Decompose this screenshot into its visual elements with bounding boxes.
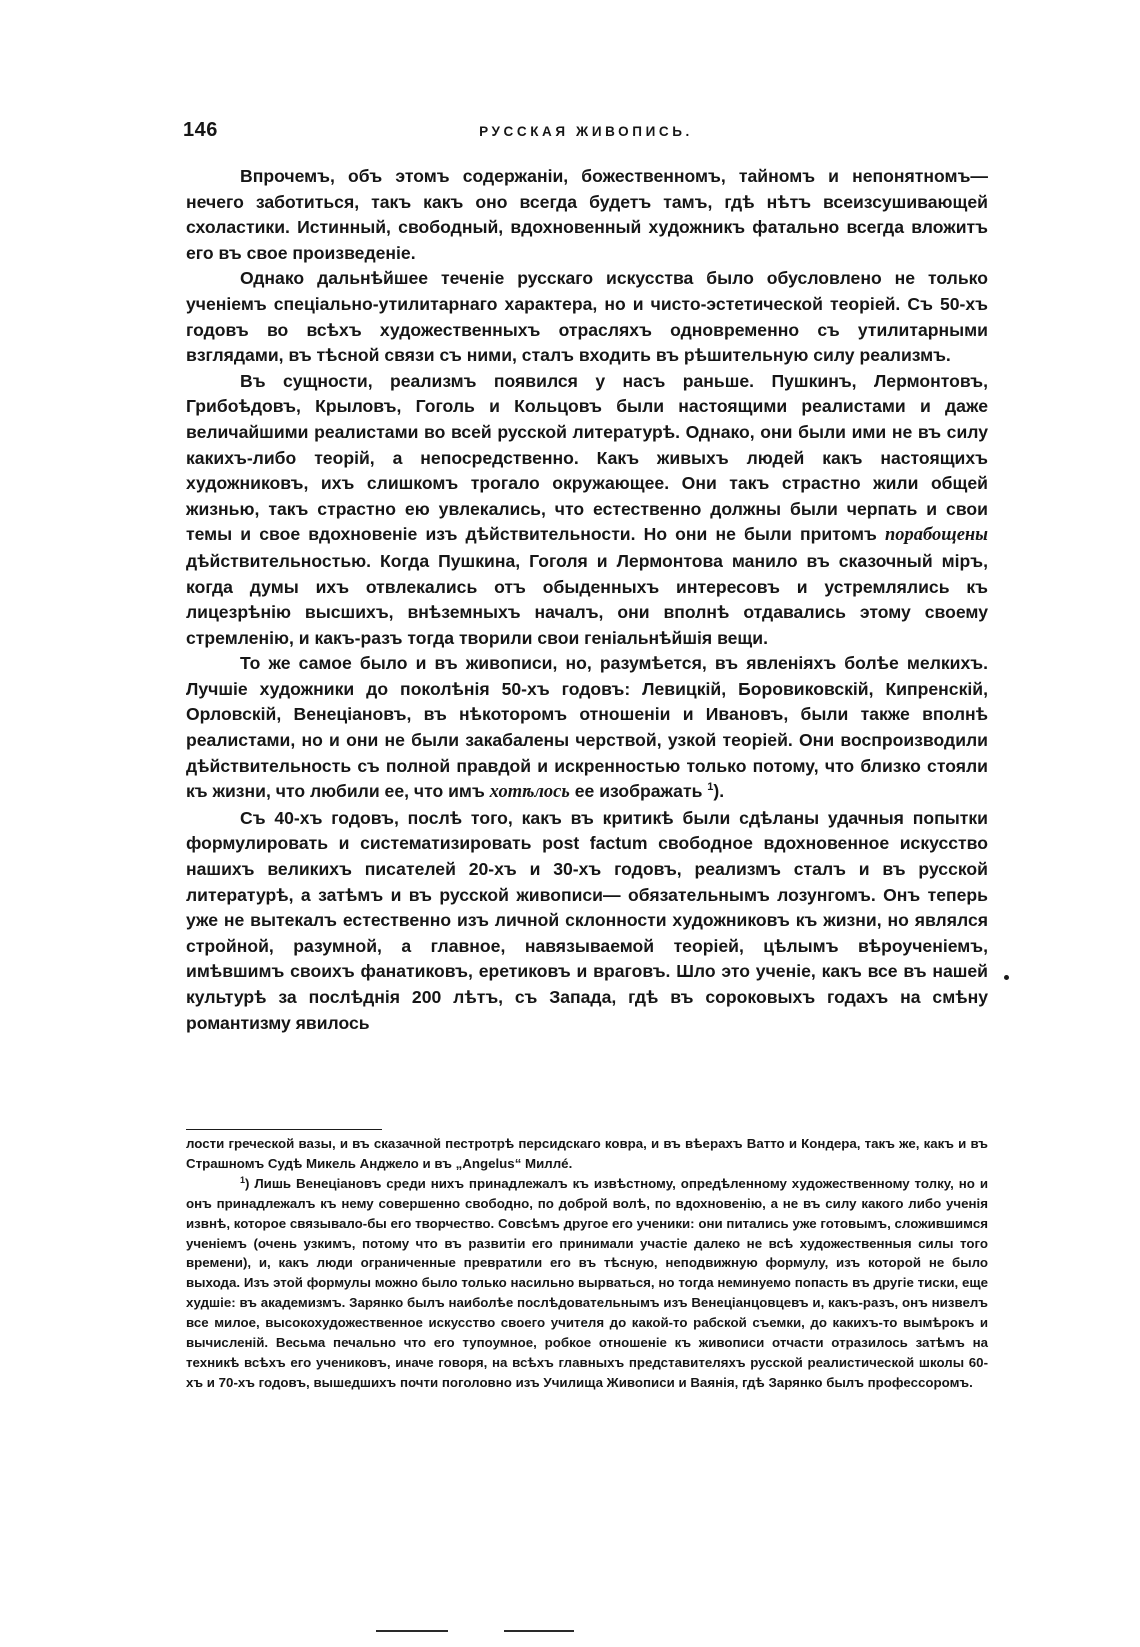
emphasis-text: хотѣлось <box>489 782 570 803</box>
emphasis-text: порабощены <box>885 525 989 546</box>
paragraph: Съ 40-хъ годовъ, послѣ того, какъ въ критикѣ были сдѣланы удачныя попытки формулировать и систематизировать post factum свободное вдохновенное искусство нашихъ великихъ писателей 20-хъ и 30-хъ годовъ, реализмъ сталъ и въ русской литературѣ, а затѣмъ и въ русской живописи— обязательнымъ лозунгомъ. Онъ теперь уже не вытекалъ естественно изъ личной склонности художниковъ къ жизни, но являлся стройной, разумной, а главное, навязываемой теоріей, цѣлымъ вѣроученіемъ, имѣвшимъ своихъ фанатиковъ, еретиковъ и враговъ. Шло это ученіе, какъ все въ нашей культурѣ за послѣднія 200 лѣтъ, съ Запада, гдѣ въ сороковыхъ годахъ на смѣну романтизму явилось <box>186 807 988 1033</box>
body-text <box>186 164 988 1036</box>
paragraph: Впрочемъ, объ этомъ содержаніи, божественномъ, тайномъ и непонятномъ— нечего заботиться, такъ какъ оно всегда будетъ тамъ, гдѣ нѣтъ всеизсушивающей схоластики. Истинный, свободный, вдохновенный художникъ фатально всегда вложитъ его въ свое произведеніе. <box>186 166 988 263</box>
footnote-continuation: лости греческой вазы, и въ сказачной пестротрѣ персидскаго ковра, и въ вѣерахъ Ватто и Кондера, такъ же, какъ и въ Страшномъ Судѣ Микель Анджело и въ „Angelus“ Миллé. <box>186 1136 988 1171</box>
paragraph: Однако дальнѣйшее теченіе русскаго искусства было обусловлено не только ученіемъ спеціально-утилитарнаго характера, но и чисто-эстетической теоріей. Съ 50-хъ годовъ во всѣхъ художественныхъ отрасляхъ одновременно съ утилитарными взглядами, въ тѣсной связи съ ними, сталъ входить въ рѣшительную силу реализмъ. <box>186 268 988 366</box>
paragraph <box>186 369 988 652</box>
running-head: РУССКАЯ ЖИВОПИСЬ. <box>479 124 693 139</box>
bottom-rule-mark <box>504 1630 574 1632</box>
footnote-divider <box>186 1129 382 1130</box>
paragraph-text: ). <box>713 781 725 802</box>
paragraph-text: дѣйствительностью. Когда Пушкина, Гоголя и Лермонтова манило въ сказочный міръ, когда думы ихъ отвлекались отъ обыденныхъ интересовъ и устремлялись къ лицезрѣнію высшихъ, внѣземныхъ началъ, они вполнѣ отдавались этому своему стремленію, и какъ-разъ тогда творили свои геніальнѣйшія вещи. <box>186 550 988 648</box>
paragraph <box>186 651 988 806</box>
print-mark <box>1004 975 1009 980</box>
paragraph-text: Въ сущности, реализмъ появился у насъ раньше. Пушкинъ, Лермонтовъ, Грибоѣдовъ, Крыловъ, Гоголь и Кольцовъ были настоящими реалистами и даже величайшими реалистами во всей русской литературѣ. Однако, они были ими не въ силу какихъ-либо теорій, а непосредственно. Какъ живыхъ людей какъ настоящихъ художниковъ, ихъ слишкомъ трогало окружающее. Они такъ страстно жили общей жизнью, такъ страстно ею увлекались, что естественно должны были черпать и свои темы и свое вдохновеніе изъ дѣйствительности. Но они не были притомъ <box>186 370 988 545</box>
footnote-ref: 1 <box>707 781 714 794</box>
paragraph-text: То же самое было и въ живописи, но, разумѣется, въ явленіяхъ болѣе мелкихъ. Лучшіе художники до поколѣнія 50-хъ годовъ: Левицкій, Боровиковскій, Кипренскій, Орловскій, Венеціановъ, въ нѣкоторомъ отношеніи и Ивановъ, были также вполнѣ реалистами, но и они не были закабалены черствой, узкой теоріей. Они воспроизводили дѣйствительность съ полной правдой и искренностью только потому, что близко стояли къ жизни, что любили ее, что имъ <box>186 653 988 802</box>
footnote-marker: 1 <box>240 1174 246 1185</box>
page-number: 146 <box>183 119 218 141</box>
bottom-rule-mark <box>376 1630 448 1632</box>
footnotes <box>186 1134 988 1393</box>
footnote-1 <box>186 1174 988 1393</box>
footnote-text: ) Лишь Венеціановъ среди нихъ принадлежалъ къ извѣстному, опредѣленному художественному толку, но и онъ принадлежалъ къ нему совершенно свободно, по доброй волѣ, по вдохновенію, а не въ силу какого либо ученія извнѣ, которое связывало-бы его творчество. Совсѣмъ другое его ученики: они питались уже готовымъ, сложившимся ученіемъ (очень узкимъ, потому что въ развитіи его принимали участіе далеко не всѣ художественныя силы того времени), и, какъ люди ограниченные превратили его въ тѣсную, неподвижную формулу, изъ которой не было выхода. Изъ этой формулы можно было только насильно вырваться, но тогда неминуемо попасть въ другіе тиски, еще худшіе: въ академизмъ. Зарянко былъ наиболѣе послѣдовательнымъ изъ Венеціанцовцевъ и, какъ-разъ, онъ низвелъ все милое, высокохудожественное искусство своего учителя до какой-то рабской съемки, до какихъ-то вымѣрокъ и вычисленій. Весьма печально что его тупоумное, робкое отношеніе къ живописи отчасти отразилось затѣмъ на техникѣ всѣхъ его учениковъ, иначе говоря, на всѣхъ главныхъ представителяхъ русской реалистической школы 60-хъ и 70-хъ годовъ, вышедшихъ почти поголовно изъ Училища Живописи и Ваянія, гдѣ Зарянко былъ профессоромъ. <box>186 1175 988 1390</box>
paragraph-text: ее изображать <box>574 781 703 802</box>
